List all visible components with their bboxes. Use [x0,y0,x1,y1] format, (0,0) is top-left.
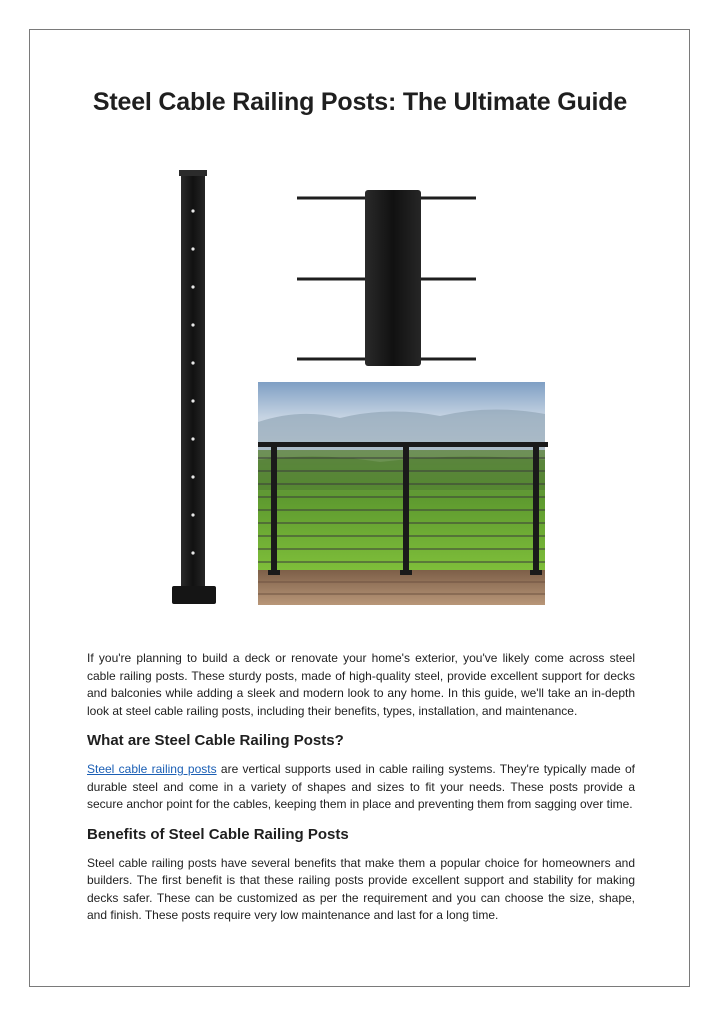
what-are-paragraph [87,761,635,814]
what-are-body: are vertical supports used in cable railing systems. They're typically made of durable steel and come in a variety of shapes and sizes to fit your needs. These posts provide a secure anchor point for the cables, keeping them in place and preventing them from sagging over time. [87,762,635,811]
section-heading-what-are: What are Steel Cable Railing Posts? [87,732,344,749]
deck-scene-image [258,382,548,605]
steel-cable-railing-posts-link[interactable]: Steel cable railing posts [87,762,217,776]
article-body [87,650,635,935]
document-title: Steel Cable Railing Posts: The Ultimate Guide [92,88,628,116]
intro-paragraph: If you're planning to build a deck or renovate your home's exterior, you've likely come across steel cable railing posts. These sturdy posts, made of high-quality steel, provide excellent support for decks and balconies while adding a sleek and modern look to any home. In this guide, we'll take an in-depth look at steel cable railing posts, including their benefits, types, installation, and maintenance. [87,651,635,718]
railing-post-illustration [160,160,560,620]
post-closeup-image [297,190,476,366]
tall-post-image [172,170,216,604]
benefits-paragraph: Steel cable railing posts have several benefits that make them a popular choice for homeowners and builders. The first benefit is that these railing posts provide excellent support and stability for making decks safer. These can be customized as per the requirement and you can choose the size, shape, and finish. These posts require very low maintenance and last for a long time. [87,855,635,922]
section-heading-benefits: Benefits of Steel Cable Railing Posts [87,825,349,843]
